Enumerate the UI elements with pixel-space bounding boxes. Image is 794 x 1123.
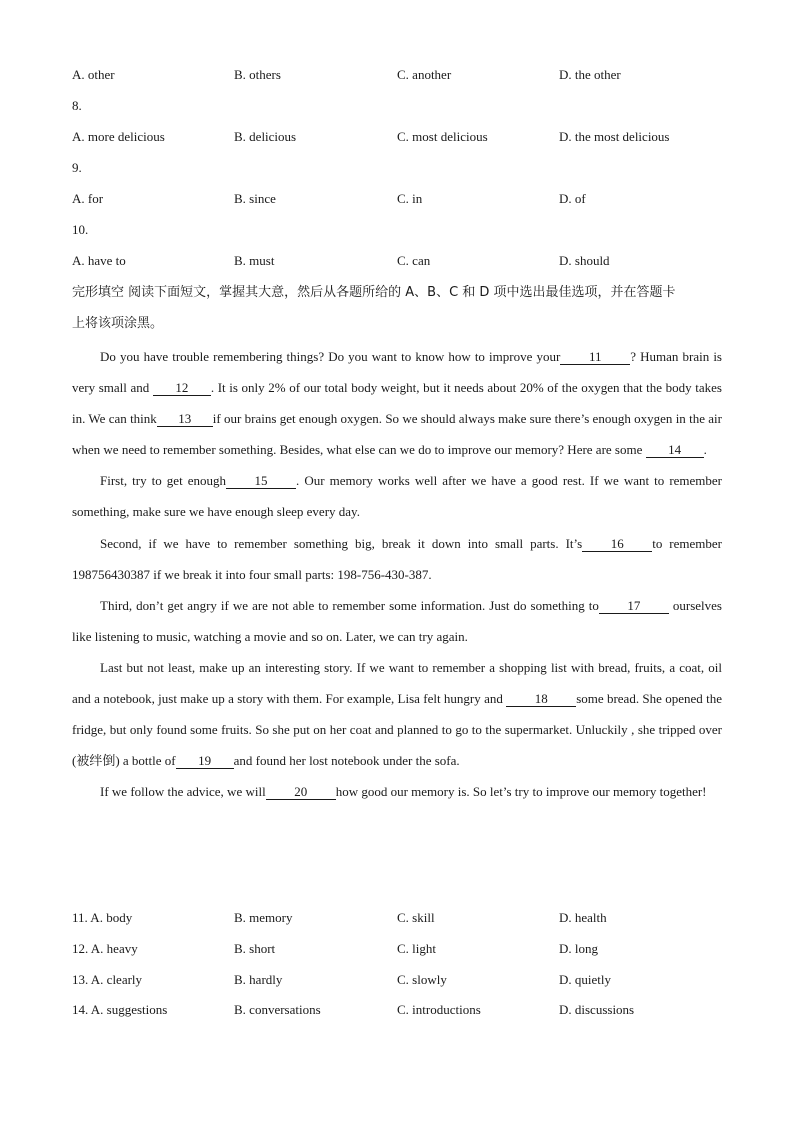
paragraph-text: ? Human brain is very small and: [72, 349, 722, 396]
option-a[interactable]: A. have to: [72, 253, 126, 268]
paragraph-2: [72, 465, 722, 527]
blank-13[interactable]: 13: [157, 412, 213, 427]
option-c[interactable]: C. skill: [397, 910, 435, 925]
option-c[interactable]: C. light: [397, 941, 437, 956]
option-b[interactable]: B. since: [234, 191, 276, 206]
option-c[interactable]: C. introductions: [397, 1002, 481, 1017]
paragraph-1: [72, 341, 722, 465]
option-d[interactable]: D. quietly: [559, 972, 611, 987]
option-a[interactable]: 12. A. heavy: [72, 941, 138, 956]
option-a[interactable]: 11. A. body: [72, 910, 133, 925]
blank-19[interactable]: 19: [176, 754, 234, 769]
paragraph-text: Third, don’t get angry if we are not able to remember some information. Just do something to: [100, 597, 599, 613]
option-d[interactable]: D. the other: [559, 67, 621, 82]
option-b[interactable]: B. conversations: [234, 1002, 321, 1017]
option-c[interactable]: C. another: [397, 67, 452, 82]
blank-20[interactable]: 20: [266, 785, 336, 800]
paragraph-6: [72, 776, 722, 807]
question-10-number: 10.: [72, 222, 89, 237]
option-a[interactable]: 14. A. suggestions: [72, 1002, 168, 1017]
option-b[interactable]: B. must: [234, 253, 275, 268]
paragraph-4: [72, 590, 722, 652]
option-c[interactable]: C. most delicious: [397, 129, 488, 144]
blank-17[interactable]: 17: [599, 599, 669, 614]
option-d[interactable]: D. long: [559, 941, 598, 956]
option-d[interactable]: D. of: [559, 191, 586, 206]
question-8-number: 8.: [72, 98, 82, 113]
option-c[interactable]: C. slowly: [397, 972, 447, 987]
option-c[interactable]: C. in: [397, 191, 423, 206]
paragraph-text: some bread. She opened the fridge, but only found some fruits. So she put on her coat and planned to go to the supermarket. Unluckily , she tripped over (被绊倒) a bottle of: [72, 691, 722, 769]
option-b[interactable]: B. hardly: [234, 972, 283, 987]
blank-11[interactable]: 11: [560, 350, 630, 365]
blank-14[interactable]: 14: [646, 443, 704, 458]
option-d[interactable]: D. the most delicious: [559, 129, 670, 144]
paragraph-5: [72, 652, 722, 776]
option-b[interactable]: B. others: [234, 67, 281, 82]
option-b[interactable]: B. delicious: [234, 129, 297, 144]
blank-12[interactable]: 12: [153, 381, 211, 396]
cloze-instructions-line-1: 完形填空 阅读下面短文，掌握其大意，然后从各题所给的 A、B、C 和 D 项中选出最佳选项，并在答题卡: [72, 285, 676, 300]
paragraph-text: to remember 198756430387 if we break it into four small parts: 198-756-430-387.: [72, 535, 722, 582]
option-b[interactable]: B. memory: [234, 910, 293, 925]
blank-15[interactable]: 15: [226, 474, 296, 489]
option-d[interactable]: D. should: [559, 253, 610, 268]
blank-18[interactable]: 18: [506, 692, 576, 707]
paragraph-text: Second, if we have to remember something big, break it down into small parts. It’s: [100, 535, 583, 551]
option-d[interactable]: D. health: [559, 910, 607, 925]
option-d[interactable]: D. discussions: [559, 1002, 635, 1017]
paragraph-text: If we follow the advice, we will: [100, 784, 266, 800]
option-a[interactable]: A. more delicious: [72, 129, 165, 144]
paragraph-3: [72, 528, 722, 590]
cloze-instructions-line-2: 上将该项涂黑。: [72, 316, 164, 331]
paragraph-text: First, try to get enough: [100, 473, 227, 489]
cloze-passage: [72, 341, 722, 807]
option-a[interactable]: A. other: [72, 67, 115, 82]
option-b[interactable]: B. short: [234, 941, 276, 956]
question-9-number: 9.: [72, 160, 82, 175]
option-c[interactable]: C. can: [397, 253, 431, 268]
paragraph-text: Last but not least, make up an interesting story. If we want to remember a shopping list with bread, fruits, a coat, oil and a notebook, just make up a story with them. For example, Lisa felt hungry and: [72, 659, 722, 707]
blank-16[interactable]: 16: [582, 537, 652, 552]
paragraph-text: and found her lost notebook under the sofa.: [233, 753, 460, 769]
option-a[interactable]: 13. A. clearly: [72, 972, 143, 987]
paragraph-text: ourselves like listening to music, watching a movie and so on. Later, we can try again.: [72, 597, 722, 644]
option-a[interactable]: A. for: [72, 191, 104, 206]
paragraph-text: Do you have trouble remembering things? Do you want to know how to improve your: [100, 349, 561, 364]
paragraph-text: if our brains get enough oxygen. So we should always make sure there’s enough oxygen in the air when we need to remember something. Besides, what else can we do to improve our memory? Here are some: [72, 411, 723, 458]
paragraph-text: how good our memory is. So let’s try to improve our memory together!: [335, 784, 707, 800]
paragraph-text: . Our memory works well after we have a good rest. If we want to remember something, make sure we have enough sleep every day.: [72, 473, 723, 520]
paragraph-text: .: [703, 442, 707, 458]
paragraph-text: . It is only 2% of our total body weight, but it needs about 20% of the oxygen that the body takes in. We can think: [72, 380, 722, 427]
